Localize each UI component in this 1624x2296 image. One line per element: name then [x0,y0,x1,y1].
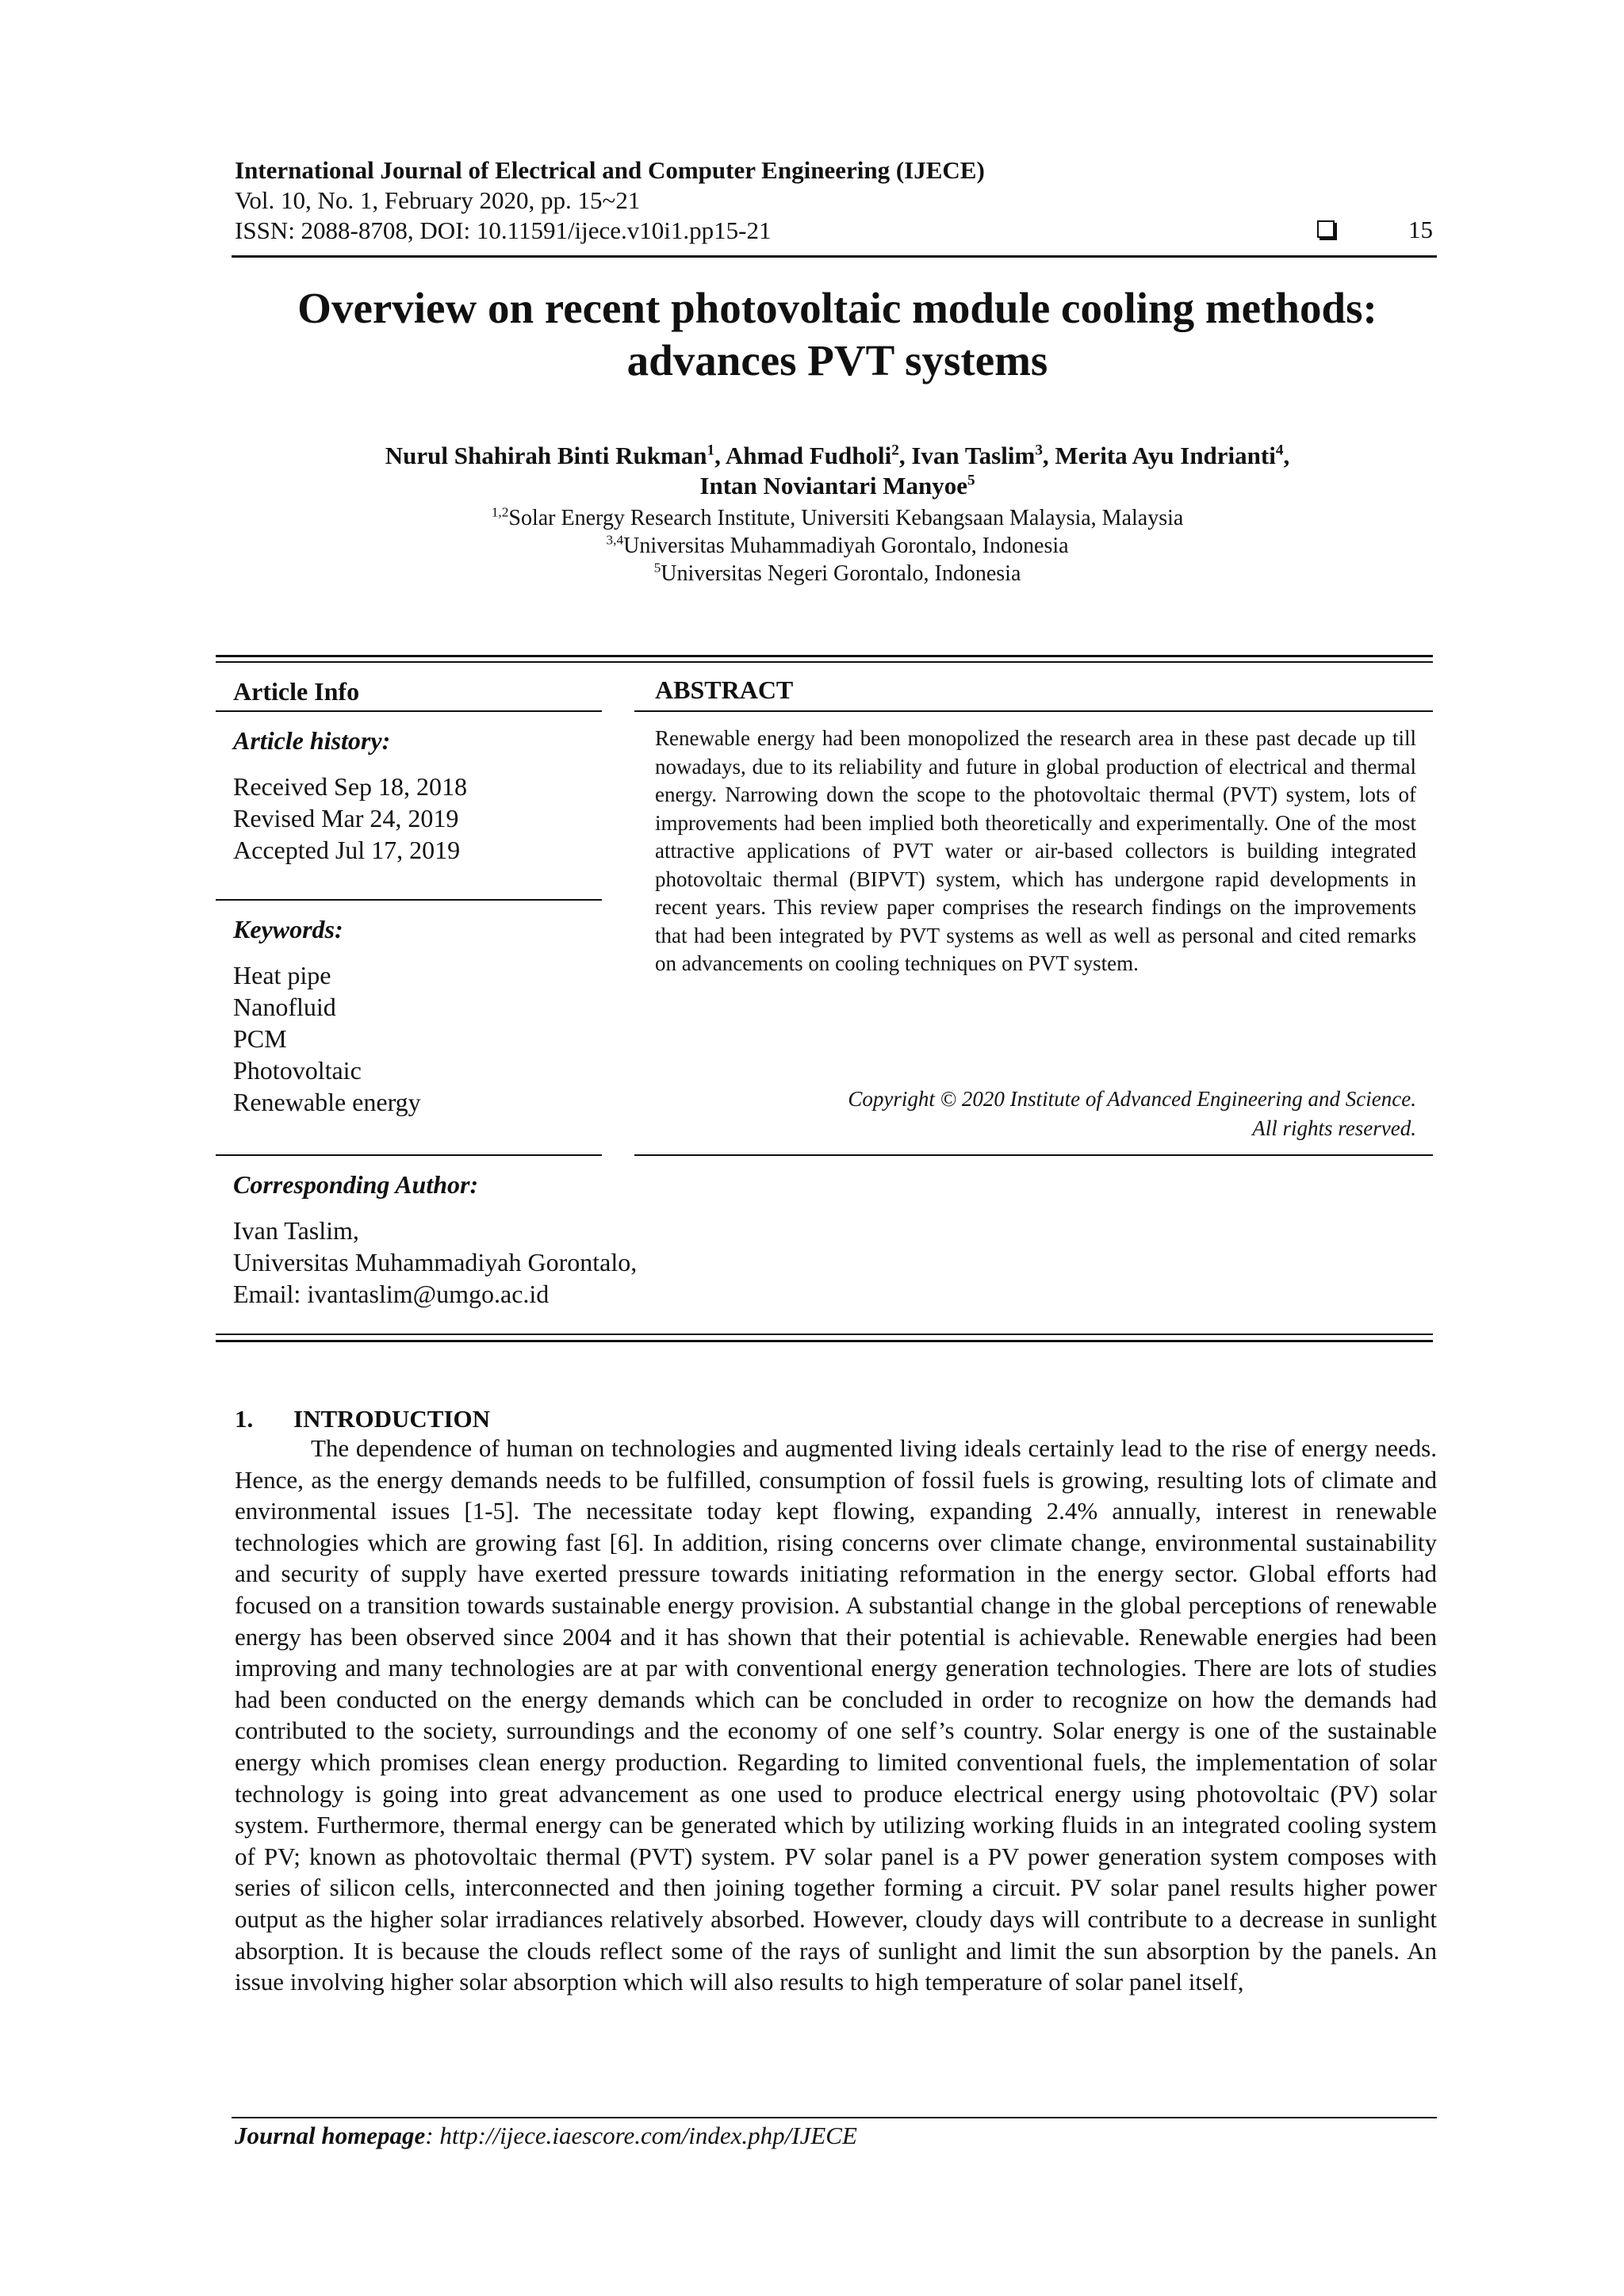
author-sup: 1 [707,442,715,459]
affiliation-line: $^{3,4}$Universitas Muhammadiyah Gorontalo, Indonesia [606,532,1069,558]
journal-volume: Vol. 10, No. 1, February 2020, pp. 15~21 [235,186,641,214]
info-box-top-rule-2 [216,661,1433,663]
affiliation-line: $^{1,2}$Solar Energy Research Institute, Universiti Kebangsaan Malaysia, Malaysia [491,504,1184,530]
title-line-2: advances PVT systems [626,336,1048,385]
accepted-date: Accepted Jul 17, 2019 [233,836,461,864]
footer-rule [232,2117,1437,2118]
corr-affiliation: Universitas Muhammadiyah Gorontalo, [233,1248,638,1276]
page-number: 15 [1408,216,1433,243]
corr-email: Email: ivantaslim@umgo.ac.id [233,1280,550,1308]
keyword: Photovoltaic [233,1056,362,1085]
article-history-heading: Article history: [233,726,391,755]
corresponding-author [233,1215,637,1310]
info-box-bottom-rule-2 [216,1340,1433,1342]
paper-title [235,282,1440,387]
author-name: Intan Noviantari Manyoe [699,472,967,499]
keyword: Renewable energy [233,1088,421,1116]
info-rule [216,710,602,712]
author-sup: 5 [967,472,975,489]
keywords-heading: Keywords: [233,915,343,943]
section-title: INTRODUCTION [293,1405,491,1433]
abstract-rule [634,710,1433,712]
keyword: PCM [233,1024,287,1053]
journal-issn: ISSN: 2088-8708, DOI: 10.11591/ijece.v10i1.pp15-21 [235,216,772,244]
section-heading [235,1405,490,1433]
abstract-text: Renewable energy had been monopolized the research area in these past decade up till nowadays, due to its reliability and future in global production of electrical and thermal energy. Narrowing down the scope to the photovoltaic thermal (PVT) system, lots of improvements had been implied both theoretically and experimentally. One of the most attractive applications of PVT water or air-based collectors is building integrated photovoltaic thermal (BIPVT) system, which has undergone rapid developments in recent years. This review paper comprises the research findings on the improvements that had been integrated by PVT systems as well as well as personal and cited remarks on advancements on cooling techniques on PVT system. [655,726,1416,975]
homepage-label: Journal homepage [235,2122,426,2149]
author-sup: 4 [1275,442,1284,459]
article-info-heading: Article Info [233,677,360,706]
received-date: Received Sep 18, 2018 [233,772,468,801]
abstract-heading: ABSTRACT [655,675,794,704]
keyword: Heat pipe [233,961,331,989]
article-history [233,771,467,866]
homepage-url[interactable]: : http://ijece.iaescore.com/index.php/IJECE [425,2122,857,2149]
author-sup: 2 [891,442,899,459]
affiliation-line: $^5$Universitas Negeri Gorontalo, Indonesia [653,560,1021,586]
section-number: 1. [235,1405,254,1433]
author-list: Nurul Shahirah Binti Rukman$^1$, Ahmad Fudholi$^2$, Ivan Taslim$^3$, Merita Ayu Indrianti$^4$, Intan Noviantari Manyoe$^5$ [385,442,1290,499]
author-name: Ahmad Fudholi [725,442,892,469]
info-rule [216,899,602,901]
revised-date: Revised Mar 24, 2019 [233,804,459,832]
keyword: Nanofluid [233,993,336,1021]
introduction-text: The dependence of human on technologies and augmented living ideals certainly lead to the rise of energy needs. Hence, as the energy demands needs to be fulfilled, consumption of fossil fuels is growing, resulting lots of climate and environmental issues [1-5]. The necessitate today kept flowing, expanding 2.4% annually, interest in renewable technologies which are growing fast [6]. In addition, rising concerns over climate change, environmental sustainability and security of supply have exerted pressure towards initiating reformation in the energy sector. Global efforts had focused on a transition towards sustainable energy provision. A substantial change in the global perceptions of renewable energy has been observed since 2004 and it has shown that their potential is achievable. Renewable energies had been improving and many technologies are at par with conventional energy generation technologies. There are lots of studies had been conducted on the energy demands which can be concluded in order to recognize on how the demands had contributed to the society, surroundings and the economy of one self’s country. Solar energy is one of the sustainable energy which promises clean energy production. Regarding to limited conventional fuels, the implementation of solar technology is going into great advancement as one used to produce electrical energy using photovoltaic (PV) solar system. Furthermore, thermal energy can be generated which by utilizing working fluids in an integrated cooling system of PV; known as photovoltaic thermal (PVT) system. PV solar panel is a PV power generation system composes with series of silicon cells, interconnected and then joining together forming a circuit. PV solar panel results higher power output as the higher solar irradiances relatively absorbed. However, cloudy days will contribute to a decrease in sunlight absorption. It is because the clouds reflect some of the rays of sunlight and limit the sun absorption by the panels. An issue involving higher solar absorption which will also results to high temperature of solar panel itself, [235,1434,1437,1996]
copyright: Copyright © 2020 Institute of Advanced Engineering and Science. All rights reserved. [848,1087,1416,1140]
info-box-top-rule [216,655,1433,657]
abstract-end-rule [634,1154,1433,1156]
keywords-list [233,959,421,1118]
author-name: Nurul Shahirah Binti Rukman [385,442,707,469]
journal-homepage [235,2122,857,2150]
info-box-bottom-rule [216,1334,1433,1335]
author-name: Ivan Taslim [911,442,1036,469]
journal-header [235,155,1440,246]
affiliations [235,504,1440,587]
author-name: Merita Ayu Indrianti [1055,442,1276,469]
info-rule [216,1154,602,1156]
author-sup: 3 [1035,442,1043,459]
title-line-1: Overview on recent photovoltaic module cooling methods: [297,284,1377,332]
checkbox-square-icon [1317,220,1335,238]
header-rule [232,255,1437,258]
corr-name: Ivan Taslim, [233,1216,359,1245]
corresponding-author-heading: Corresponding Author: [233,1170,479,1199]
journal-title: International Journal of Electrical and Computer Engineering (IJECE) [235,156,985,184]
